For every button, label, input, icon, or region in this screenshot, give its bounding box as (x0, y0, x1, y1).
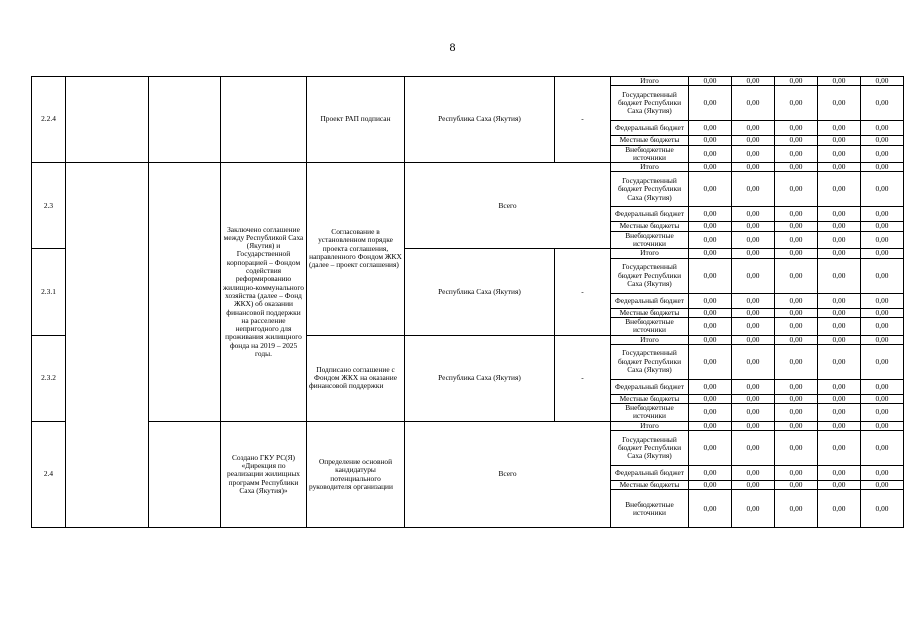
amount-cell: 0,00 (775, 379, 818, 394)
amount-cell: 0,00 (689, 222, 732, 231)
row-code: 2.3 (32, 163, 66, 249)
empty-cell (221, 77, 307, 163)
amount-cell: 0,00 (732, 293, 775, 308)
amount-cell: 0,00 (861, 121, 904, 136)
amount-cell: 0,00 (775, 207, 818, 222)
funding-source-state: Государственный бюджет Республики Саха (Якутия) (611, 258, 689, 293)
amount-cell: 0,00 (861, 77, 904, 86)
dash-cell: - (555, 335, 611, 421)
table-row (32, 77, 904, 86)
amount-cell: 0,00 (775, 231, 818, 249)
amount-cell: 0,00 (689, 404, 732, 422)
funding-source-federal: Федеральный бюджет (611, 379, 689, 394)
amount-cell: 0,00 (818, 404, 861, 422)
empty-cell (66, 163, 149, 528)
amount-cell: 0,00 (818, 121, 861, 136)
amount-cell: 0,00 (689, 77, 732, 86)
amount-cell: 0,00 (689, 207, 732, 222)
amount-cell: 0,00 (732, 77, 775, 86)
table-row (32, 421, 904, 430)
funding-source-total: Итого (611, 77, 689, 86)
amount-cell: 0,00 (732, 231, 775, 249)
amount-cell: 0,00 (818, 77, 861, 86)
amount-cell: 0,00 (775, 258, 818, 293)
amount-cell: 0,00 (861, 222, 904, 231)
amount-cell: 0,00 (732, 431, 775, 466)
amount-cell: 0,00 (861, 308, 904, 317)
amount-cell: 0,00 (818, 431, 861, 466)
amount-cell: 0,00 (732, 145, 775, 163)
result-cell: Подписано соглашение с Фондом ЖКХ на оказание финансовой поддержки (307, 335, 405, 421)
amount-cell: 0,00 (775, 222, 818, 231)
amount-cell: 0,00 (732, 379, 775, 394)
funding-source-federal: Федеральный бюджет (611, 121, 689, 136)
merged-total-cell: Всего (405, 163, 611, 249)
amount-cell: 0,00 (861, 421, 904, 430)
amount-cell: 0,00 (818, 335, 861, 344)
funding-source-state: Государственный бюджет Республики Саха (Якутия) (611, 86, 689, 121)
amount-cell: 0,00 (775, 77, 818, 86)
amount-cell: 0,00 (818, 466, 861, 481)
amount-cell: 0,00 (861, 394, 904, 403)
amount-cell: 0,00 (732, 308, 775, 317)
executor-cell: Республика Саха (Якутия) (405, 77, 555, 163)
amount-cell: 0,00 (775, 163, 818, 172)
amount-cell: 0,00 (732, 86, 775, 121)
empty-cell (66, 77, 149, 163)
amount-cell: 0,00 (818, 258, 861, 293)
funding-source-extra: Внебюджетные источники (611, 145, 689, 163)
page-number: 8 (449, 40, 456, 54)
amount-cell: 0,00 (775, 490, 818, 528)
funding-source-extra: Внебюджетные источники (611, 231, 689, 249)
funding-source-federal: Федеральный бюджет (611, 293, 689, 308)
amount-cell: 0,00 (861, 163, 904, 172)
funding-source-state: Государственный бюджет Республики Саха (Якутия) (611, 172, 689, 207)
empty-cell (149, 163, 221, 422)
amount-cell: 0,00 (818, 421, 861, 430)
funding-source-state: Государственный бюджет Республики Саха (Якутия) (611, 344, 689, 379)
amount-cell: 0,00 (861, 207, 904, 222)
dash-cell: - (555, 77, 611, 163)
funding-source-local: Местные бюджеты (611, 308, 689, 317)
funding-source-state: Государственный бюджет Республики Саха (Якутия) (611, 431, 689, 466)
amount-cell: 0,00 (689, 293, 732, 308)
amount-cell: 0,00 (861, 335, 904, 344)
amount-cell: 0,00 (818, 207, 861, 222)
funding-source-extra: Внебюджетные источники (611, 317, 689, 335)
funding-source-local: Местные бюджеты (611, 394, 689, 403)
funding-source-federal: Федеральный бюджет (611, 466, 689, 481)
amount-cell: 0,00 (732, 249, 775, 258)
amount-cell: 0,00 (861, 258, 904, 293)
event-name-cell: Создано ГКУ РС(Я) «Дирекция по реализации жилищных программ Республики Саха (Якутия)» (221, 421, 307, 528)
amount-cell: 0,00 (818, 136, 861, 145)
funding-source-total: Итого (611, 249, 689, 258)
amount-cell: 0,00 (818, 163, 861, 172)
amount-cell: 0,00 (818, 231, 861, 249)
amount-cell: 0,00 (861, 86, 904, 121)
amount-cell: 0,00 (689, 172, 732, 207)
row-code: 2.2.4 (32, 77, 66, 163)
amount-cell: 0,00 (732, 466, 775, 481)
amount-cell: 0,00 (861, 145, 904, 163)
result-cell: Согласование в установленном порядке проекта соглашения, направленного Фондом ЖКХ (далее – проект соглашения) (307, 163, 405, 335)
amount-cell: 0,00 (732, 163, 775, 172)
result-cell: Определение основной кандидатуры потенциального руководителя организации (307, 421, 405, 528)
amount-cell: 0,00 (861, 404, 904, 422)
amount-cell: 0,00 (732, 317, 775, 335)
result-cell: Проект РАП подписан (307, 77, 405, 163)
row-code: 2.3.1 (32, 249, 66, 335)
amount-cell: 0,00 (689, 308, 732, 317)
amount-cell: 0,00 (818, 344, 861, 379)
amount-cell: 0,00 (775, 136, 818, 145)
amount-cell: 0,00 (732, 394, 775, 403)
amount-cell: 0,00 (818, 317, 861, 335)
amount-cell: 0,00 (818, 481, 861, 490)
amount-cell: 0,00 (861, 344, 904, 379)
amount-cell: 0,00 (775, 249, 818, 258)
amount-cell: 0,00 (861, 231, 904, 249)
amount-cell: 0,00 (689, 86, 732, 121)
amount-cell: 0,00 (775, 421, 818, 430)
amount-cell: 0,00 (861, 136, 904, 145)
amount-cell: 0,00 (732, 258, 775, 293)
amount-cell: 0,00 (689, 394, 732, 403)
program-table (31, 76, 904, 528)
amount-cell: 0,00 (775, 86, 818, 121)
amount-cell: 0,00 (732, 344, 775, 379)
amount-cell: 0,00 (818, 490, 861, 528)
amount-cell: 0,00 (861, 466, 904, 481)
amount-cell: 0,00 (861, 249, 904, 258)
table-body (32, 77, 904, 528)
amount-cell: 0,00 (732, 121, 775, 136)
dash-cell: - (555, 249, 611, 335)
amount-cell: 0,00 (732, 481, 775, 490)
amount-cell: 0,00 (861, 431, 904, 466)
row-code: 2.3.2 (32, 335, 66, 421)
amount-cell: 0,00 (775, 394, 818, 403)
merged-total-cell: Всего (405, 421, 611, 528)
amount-cell: 0,00 (775, 317, 818, 335)
funding-source-total: Итого (611, 163, 689, 172)
amount-cell: 0,00 (732, 404, 775, 422)
funding-source-local: Местные бюджеты (611, 481, 689, 490)
amount-cell: 0,00 (689, 121, 732, 136)
funding-source-federal: Федеральный бюджет (611, 207, 689, 222)
amount-cell: 0,00 (775, 344, 818, 379)
amount-cell: 0,00 (689, 431, 732, 466)
amount-cell: 0,00 (775, 308, 818, 317)
amount-cell: 0,00 (732, 421, 775, 430)
funding-source-local: Местные бюджеты (611, 136, 689, 145)
amount-cell: 0,00 (818, 145, 861, 163)
amount-cell: 0,00 (861, 293, 904, 308)
amount-cell: 0,00 (689, 145, 732, 163)
amount-cell: 0,00 (689, 481, 732, 490)
executor-cell: Республика Саха (Якутия) (405, 249, 555, 335)
amount-cell: 0,00 (861, 379, 904, 394)
funding-source-total: Итого (611, 421, 689, 430)
event-name-cell: Заключено соглашение между Республикой Саха (Якутия) и Государственной корпорацией – Фондом содействия реформированию жилищно-коммунального хозяйства (далее – Фонд ЖКХ) об оказании финансовой поддержки на расселение непригодного для проживания жилищного фонда на 2019 – 2025 годы. (221, 163, 307, 422)
table-row (32, 163, 904, 172)
empty-cell (149, 421, 221, 528)
amount-cell: 0,00 (775, 404, 818, 422)
amount-cell: 0,00 (732, 335, 775, 344)
amount-cell: 0,00 (775, 172, 818, 207)
amount-cell: 0,00 (689, 249, 732, 258)
amount-cell: 0,00 (775, 121, 818, 136)
amount-cell: 0,00 (775, 481, 818, 490)
amount-cell: 0,00 (818, 308, 861, 317)
amount-cell: 0,00 (689, 231, 732, 249)
amount-cell: 0,00 (818, 222, 861, 231)
amount-cell: 0,00 (818, 379, 861, 394)
amount-cell: 0,00 (775, 466, 818, 481)
amount-cell: 0,00 (818, 249, 861, 258)
amount-cell: 0,00 (732, 222, 775, 231)
amount-cell: 0,00 (818, 394, 861, 403)
amount-cell: 0,00 (689, 317, 732, 335)
empty-cell (149, 77, 221, 163)
amount-cell: 0,00 (775, 431, 818, 466)
amount-cell: 0,00 (732, 207, 775, 222)
funding-source-extra: Внебюджетные источники (611, 490, 689, 528)
amount-cell: 0,00 (689, 421, 732, 430)
amount-cell: 0,00 (861, 481, 904, 490)
amount-cell: 0,00 (775, 335, 818, 344)
amount-cell: 0,00 (775, 145, 818, 163)
amount-cell: 0,00 (689, 379, 732, 394)
amount-cell: 0,00 (732, 172, 775, 207)
amount-cell: 0,00 (689, 163, 732, 172)
amount-cell: 0,00 (689, 490, 732, 528)
amount-cell: 0,00 (775, 293, 818, 308)
amount-cell: 0,00 (861, 490, 904, 528)
amount-cell: 0,00 (818, 86, 861, 121)
amount-cell: 0,00 (861, 317, 904, 335)
amount-cell: 0,00 (689, 136, 732, 145)
funding-source-local: Местные бюджеты (611, 222, 689, 231)
amount-cell: 0,00 (732, 136, 775, 145)
row-code: 2.4 (32, 421, 66, 528)
amount-cell: 0,00 (689, 344, 732, 379)
executor-cell: Республика Саха (Якутия) (405, 335, 555, 421)
amount-cell: 0,00 (689, 335, 732, 344)
funding-source-total: Итого (611, 335, 689, 344)
amount-cell: 0,00 (732, 490, 775, 528)
amount-cell: 0,00 (689, 258, 732, 293)
amount-cell: 0,00 (818, 293, 861, 308)
amount-cell: 0,00 (818, 172, 861, 207)
amount-cell: 0,00 (689, 466, 732, 481)
funding-source-extra: Внебюджетные источники (611, 404, 689, 422)
amount-cell: 0,00 (861, 172, 904, 207)
